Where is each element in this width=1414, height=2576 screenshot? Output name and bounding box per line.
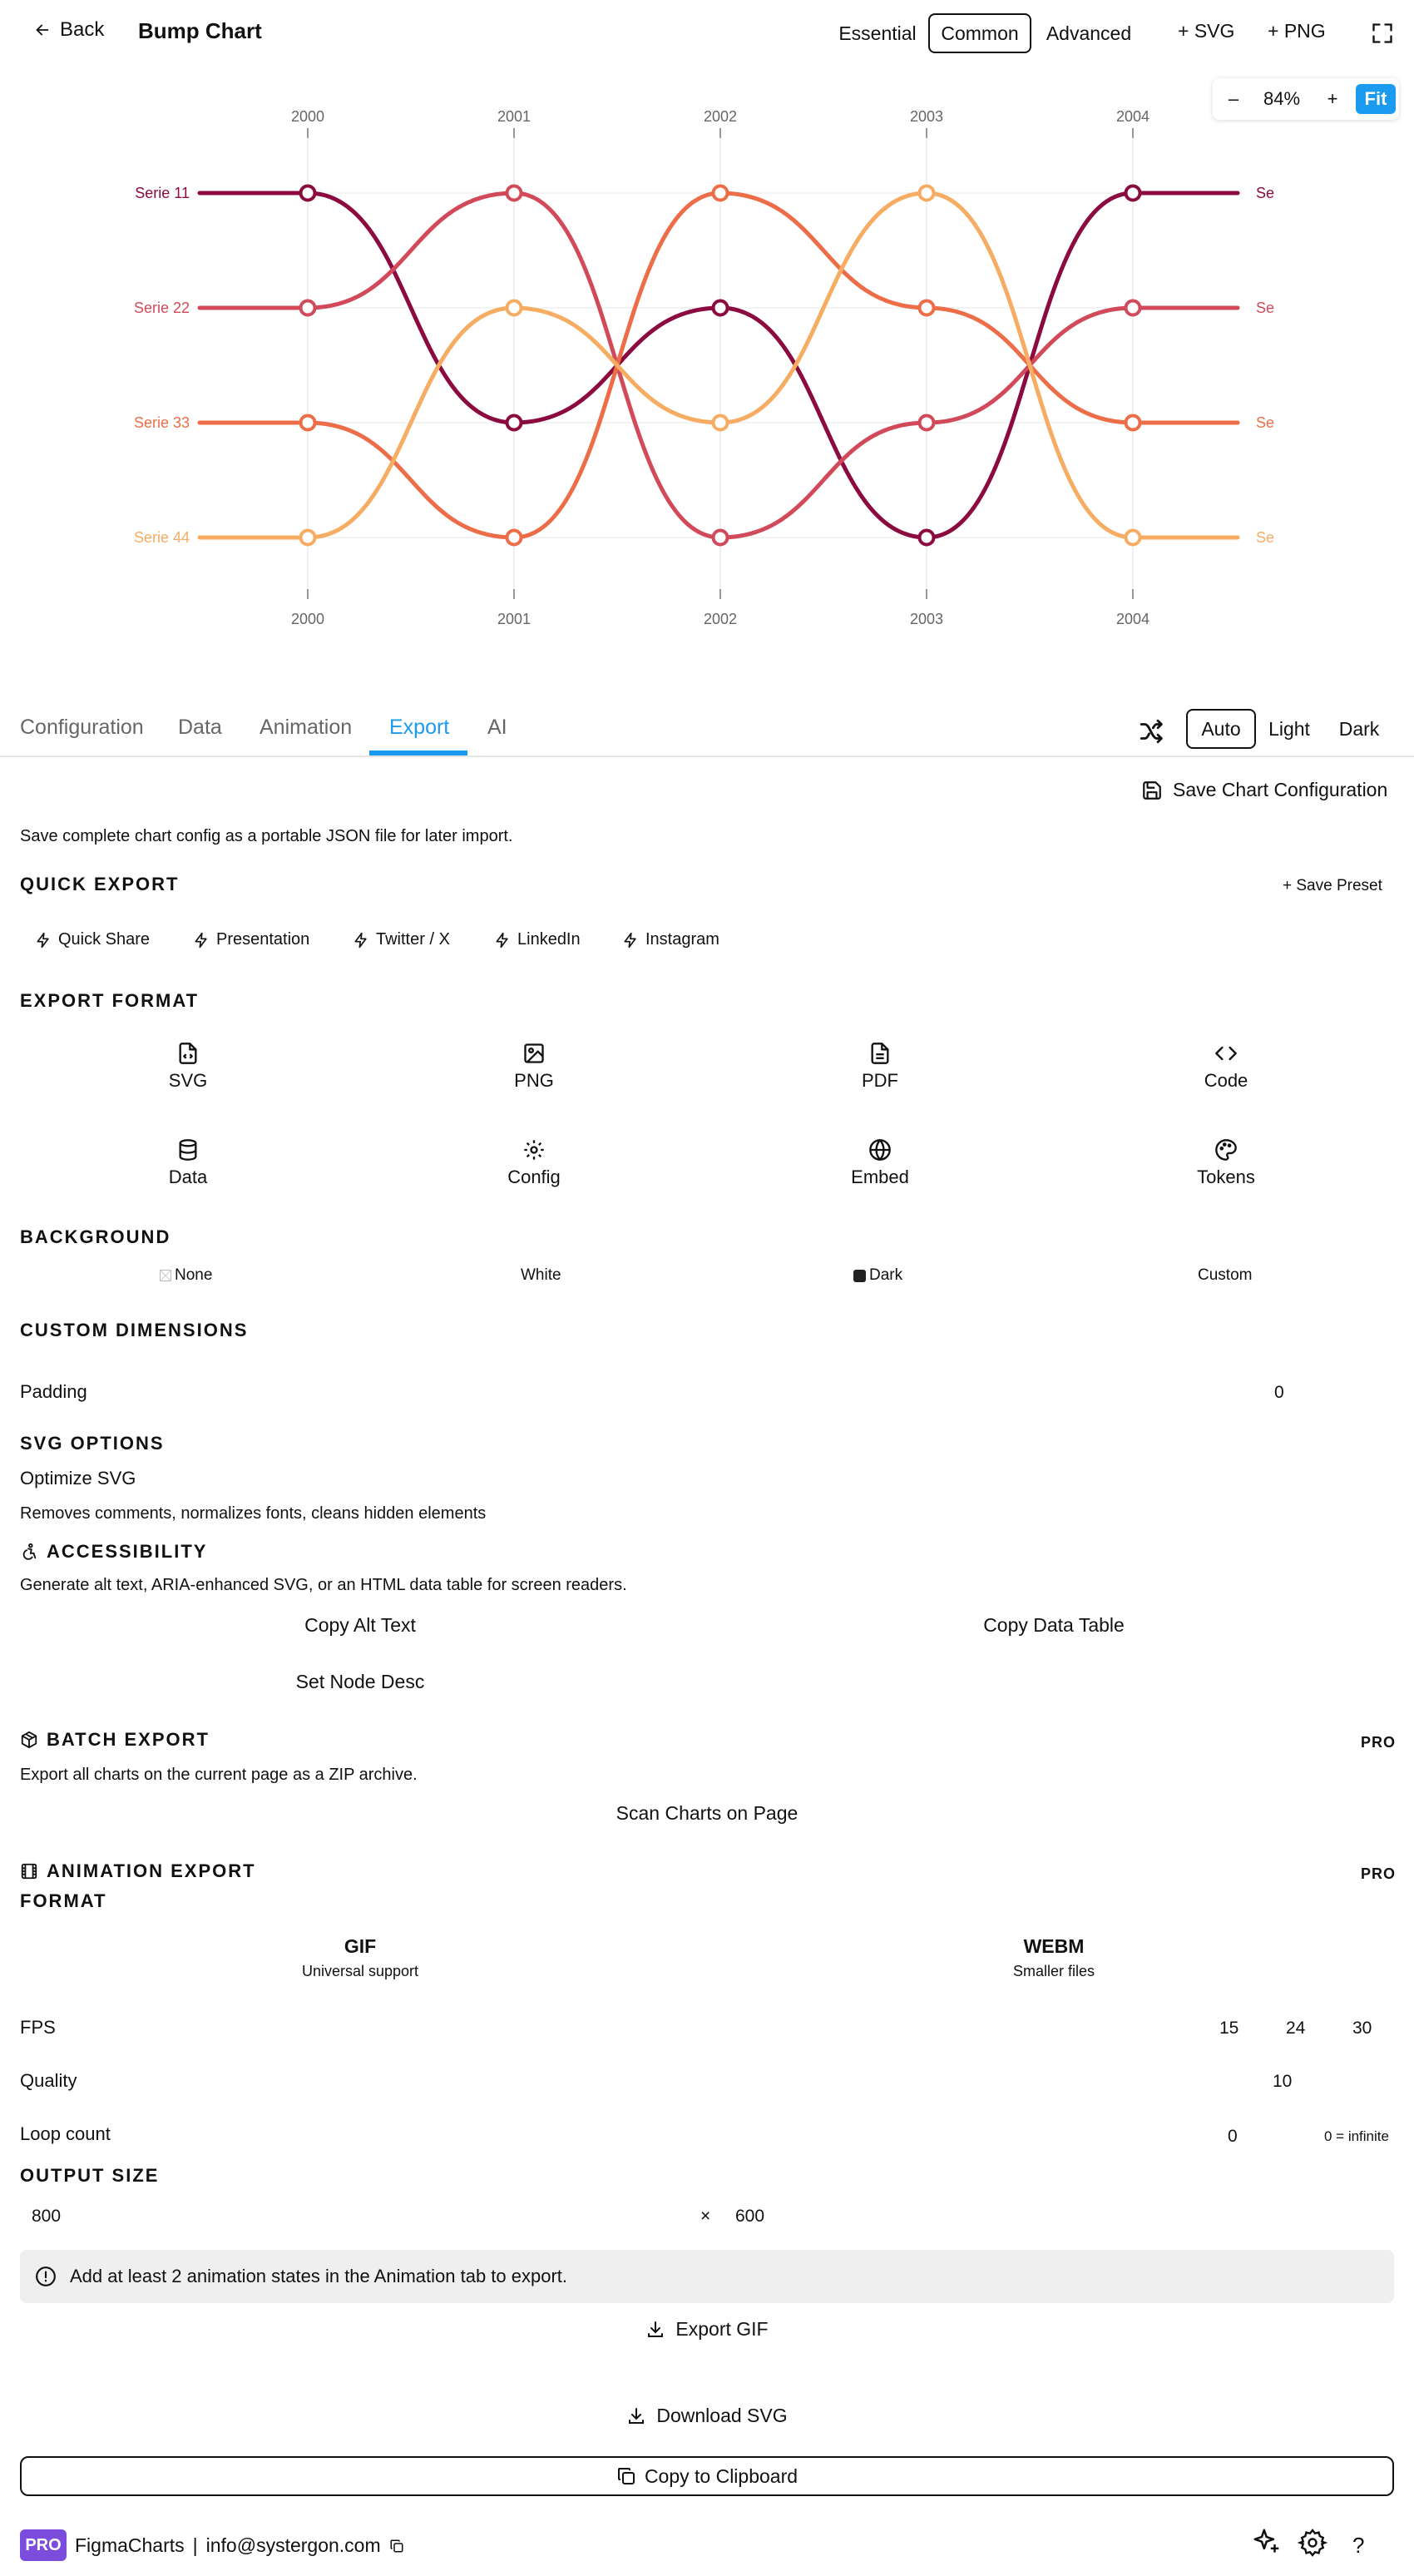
help-button[interactable]: ?: [1352, 2533, 1365, 2558]
export-gif-label: Export GIF: [675, 2318, 769, 2340]
fps-24[interactable]: 24: [1286, 2019, 1306, 2038]
series-point: [1126, 416, 1140, 430]
format-data[interactable]: [130, 1138, 246, 1188]
series-start-label: Serie 33: [133, 414, 190, 431]
format-label: PDF: [862, 1070, 898, 1091]
gif-label: GIF: [344, 1935, 377, 1957]
bg-label: Custom: [1198, 1266, 1253, 1284]
format-pdf[interactable]: [822, 1042, 938, 1092]
series-point: [507, 186, 522, 201]
format-label: Tokens: [1197, 1167, 1255, 1187]
bottom-axis-tick-label: 2004: [1115, 611, 1150, 627]
preset-quick-share[interactable]: [35, 930, 150, 949]
copy-icon[interactable]: [389, 2539, 404, 2554]
mode-advanced[interactable]: Advanced: [1046, 22, 1132, 44]
copy-to-clipboard-label: Copy to Clipboard: [644, 2465, 798, 2487]
animation-format-title: FORMAT: [20, 1890, 107, 1911]
save-preset-button[interactable]: + Save Preset: [1283, 877, 1382, 894]
save-icon: [1141, 780, 1163, 801]
scan-charts-button[interactable]: Scan Charts on Page: [616, 1802, 798, 1824]
database-icon: [176, 1138, 200, 1162]
download-icon: [626, 2406, 646, 2426]
series-point: [301, 531, 315, 545]
arrow-left-icon: [33, 21, 52, 39]
add-png-button[interactable]: + PNG: [1268, 20, 1326, 42]
series-point: [507, 531, 522, 545]
output-size-title: OUTPUT SIZE: [20, 2165, 160, 2186]
file-code-icon: [176, 1042, 200, 1065]
zoom-in-button[interactable]: +: [1327, 88, 1338, 109]
preset-instagram[interactable]: [622, 930, 719, 949]
copy-alt-text-button[interactable]: Copy Alt Text: [304, 1614, 416, 1636]
add-svg-button[interactable]: + SVG: [1178, 20, 1235, 42]
bottom-axis-tick-label: 2000: [290, 611, 325, 627]
tab-configuration[interactable]: Configuration: [20, 716, 144, 739]
series-line: [200, 193, 1238, 537]
package-icon: [20, 1731, 38, 1749]
back-button[interactable]: [33, 18, 104, 42]
tab-animation[interactable]: Animation: [260, 716, 353, 739]
format-code[interactable]: [1168, 1042, 1284, 1092]
series-point: [301, 186, 315, 201]
bolt-icon: [35, 932, 52, 949]
series-point: [714, 531, 728, 545]
bottom-axis-tick-label: 2001: [497, 611, 531, 627]
fullscreen-icon[interactable]: [1371, 22, 1394, 45]
save-config-button[interactable]: [1141, 779, 1387, 801]
film-icon: [20, 1862, 38, 1880]
preset-linkedin[interactable]: [494, 930, 581, 949]
svg-options-title: SVG OPTIONS: [20, 1433, 165, 1454]
tab-data[interactable]: Data: [178, 716, 222, 739]
top-axis-tick-label: 2004: [1115, 108, 1150, 125]
copy-icon: [616, 2466, 636, 2486]
transparent-icon: [160, 1270, 171, 1281]
copy-data-table-button[interactable]: Copy Data Table: [983, 1614, 1125, 1636]
theme-light[interactable]: Light: [1268, 717, 1310, 740]
zoom-value: 84%: [1263, 88, 1301, 109]
export-gif-button[interactable]: [0, 2318, 1414, 2341]
series-end-label: Se: [1256, 300, 1275, 316]
top-axis-tick-label: 2000: [290, 108, 325, 125]
series-point: [507, 416, 522, 430]
image-icon: [522, 1042, 546, 1065]
format-svg[interactable]: [130, 1042, 246, 1092]
series-start-label: Serie 11: [135, 185, 190, 201]
quality-input[interactable]: 10: [1273, 2072, 1293, 2091]
preset-twitter[interactable]: [353, 930, 450, 949]
back-label: Back: [60, 18, 105, 41]
animation-export-title: ANIMATION EXPORT: [47, 1860, 256, 1881]
animation-notice: [20, 2250, 1394, 2303]
format-embed[interactable]: [822, 1138, 938, 1188]
preset-label: Presentation: [216, 930, 310, 949]
loop-count-label: Loop count: [20, 2123, 111, 2144]
settings-icon[interactable]: [1298, 2528, 1327, 2558]
contact-email[interactable]: info@systergon.com: [205, 2534, 381, 2556]
file-text-icon: [868, 1042, 892, 1065]
save-config-label: Save Chart Configuration: [1173, 779, 1388, 800]
series-start-label: Serie 44: [133, 529, 190, 546]
batch-export-desc: Export all charts on the current page as a ZIP archive.: [20, 1766, 418, 1784]
series-point: [714, 301, 728, 315]
bg-label: Dark: [869, 1266, 903, 1284]
optimize-svg-toggle[interactable]: Optimize SVG: [20, 1468, 136, 1489]
format-label: Config: [507, 1167, 561, 1187]
accessibility-title: ACCESSIBILITY: [47, 1541, 208, 1562]
copy-to-clipboard-button[interactable]: [20, 2456, 1394, 2496]
format-label: Code: [1204, 1070, 1248, 1091]
mode-common[interactable]: Common: [928, 13, 1031, 53]
series-point: [1126, 531, 1140, 545]
tab-export[interactable]: Export: [389, 716, 450, 739]
download-svg-button[interactable]: [0, 2405, 1414, 2427]
format-config[interactable]: [476, 1138, 592, 1188]
format-png[interactable]: [476, 1042, 592, 1092]
tab-bar: [0, 706, 1414, 757]
batch-pro-badge: PRO: [1361, 1734, 1397, 1751]
bottom-axis-tick-label: 2002: [703, 611, 738, 627]
set-node-desc-button[interactable]: Set Node Desc: [295, 1671, 425, 1692]
export-format-title: EXPORT FORMAT: [20, 990, 200, 1011]
series-point: [507, 301, 522, 315]
custom-dimensions-title: CUSTOM DIMENSIONS: [20, 1320, 249, 1340]
series-point: [1126, 301, 1140, 315]
series-point: [920, 301, 934, 315]
fps-30[interactable]: 30: [1352, 2019, 1372, 2038]
fps-label: FPS: [20, 2017, 56, 2038]
loop-count-hint: 0 = infinite: [1324, 2128, 1389, 2144]
theme-auto[interactable]: Auto: [1186, 709, 1256, 749]
download-svg-label: Download SVG: [656, 2405, 788, 2426]
series-point: [920, 186, 934, 201]
format-label: Data: [168, 1167, 208, 1187]
format-label: Embed: [851, 1167, 909, 1187]
bottom-axis-tick-label: 2003: [909, 611, 944, 627]
format-gif-option[interactable]: [20, 1935, 700, 1980]
bg-custom[interactable]: [1198, 1266, 1252, 1285]
app-name: FigmaCharts: [75, 2534, 185, 2556]
top-axis-tick-label: 2001: [497, 108, 531, 125]
loop-count-input[interactable]: 0: [1228, 2127, 1238, 2146]
dark-swatch-icon: [853, 1270, 866, 1282]
bolt-icon: [622, 932, 639, 949]
format-webm-option[interactable]: [714, 1935, 1394, 1980]
accessibility-icon: [20, 1543, 38, 1561]
bolt-icon: [494, 932, 511, 949]
series-line: [200, 193, 1238, 537]
code-icon: [1214, 1042, 1238, 1065]
series-end-label: Se: [1256, 185, 1275, 201]
mode-essential[interactable]: Essential: [838, 22, 917, 44]
fit-button[interactable]: Fit: [1356, 84, 1396, 114]
top-axis-tick-label: 2002: [703, 108, 738, 125]
download-icon: [645, 2320, 665, 2340]
webm-sublabel: Smaller files: [1012, 1963, 1095, 1979]
series-start-label: Serie 22: [133, 300, 190, 316]
series-point: [714, 186, 728, 201]
fps-15[interactable]: 15: [1219, 2019, 1239, 2038]
background-title: BACKGROUND: [20, 1226, 171, 1247]
batch-export-title: BATCH EXPORT: [47, 1729, 210, 1750]
quick-export-title: QUICK EXPORT: [20, 874, 180, 894]
bg-none[interactable]: [160, 1266, 212, 1285]
theme-dark[interactable]: Dark: [1338, 717, 1380, 740]
active-tab-indicator: [369, 751, 467, 755]
padding-label: Padding: [20, 1381, 87, 1402]
animation-pro-badge: PRO: [1361, 1865, 1397, 1882]
output-height-input[interactable]: 600: [735, 2207, 765, 2226]
gear-icon: [522, 1138, 546, 1162]
bolt-icon: [353, 932, 369, 949]
quality-label: Quality: [20, 2070, 77, 2091]
bolt-icon: [193, 932, 210, 949]
series-point: [714, 416, 728, 430]
preset-label: Quick Share: [58, 930, 151, 949]
accessibility-desc: Generate alt text, ARIA-enhanced SVG, or an HTML data table for screen readers.: [20, 1576, 627, 1594]
gif-sublabel: Universal support: [301, 1963, 419, 1979]
series-end-label: Se: [1256, 414, 1275, 431]
series-point: [920, 531, 934, 545]
preset-label: Twitter / X: [376, 930, 450, 949]
bg-label: None: [175, 1266, 213, 1284]
series-line: [200, 193, 1238, 537]
top-axis-tick-label: 2003: [909, 108, 944, 125]
format-label: SVG: [168, 1070, 208, 1091]
zoom-out-button[interactable]: –: [1228, 88, 1239, 109]
series-point: [920, 416, 934, 430]
series-end-label: Se: [1256, 529, 1275, 546]
output-width-input[interactable]: 800: [32, 2207, 62, 2226]
palette-icon: [1214, 1138, 1238, 1162]
footer-info: [75, 2534, 404, 2557]
padding-input[interactable]: 0: [1274, 1383, 1284, 1402]
series-point: [1126, 186, 1140, 201]
bump-chart: [0, 83, 1414, 649]
notice-text: Add at least 2 animation states in the Animation tab to export.: [70, 2266, 568, 2286]
top-bar: [0, 0, 1414, 65]
series-line: [200, 193, 1238, 537]
pro-badge[interactable]: PRO: [20, 2529, 67, 2561]
sparkles-icon[interactable]: [1251, 2526, 1283, 2558]
preset-presentation[interactable]: [193, 930, 309, 949]
format-tokens[interactable]: [1168, 1138, 1284, 1188]
shuffle-icon[interactable]: [1138, 717, 1166, 746]
optimize-svg-desc: Removes comments, normalizes fonts, cleans hidden elements: [20, 1504, 487, 1523]
output-times-sign: ×: [700, 2207, 711, 2226]
globe-icon: [868, 1138, 892, 1162]
series-point: [301, 416, 315, 430]
series-point: [301, 301, 315, 315]
save-config-desc: Save complete chart config as a portable JSON file for later import.: [20, 827, 513, 845]
info-icon: [35, 2266, 57, 2287]
preset-label: Instagram: [645, 930, 719, 949]
webm-label: WEBM: [1023, 1935, 1085, 1957]
tab-ai[interactable]: AI: [487, 716, 507, 739]
bg-white[interactable]: [521, 1266, 561, 1285]
footer-separator: |: [192, 2534, 198, 2556]
bg-label: White: [521, 1266, 561, 1284]
preset-label: LinkedIn: [517, 930, 581, 949]
format-label: PNG: [514, 1070, 554, 1091]
page-title: Bump Chart: [138, 18, 262, 43]
bg-dark[interactable]: [853, 1266, 902, 1285]
